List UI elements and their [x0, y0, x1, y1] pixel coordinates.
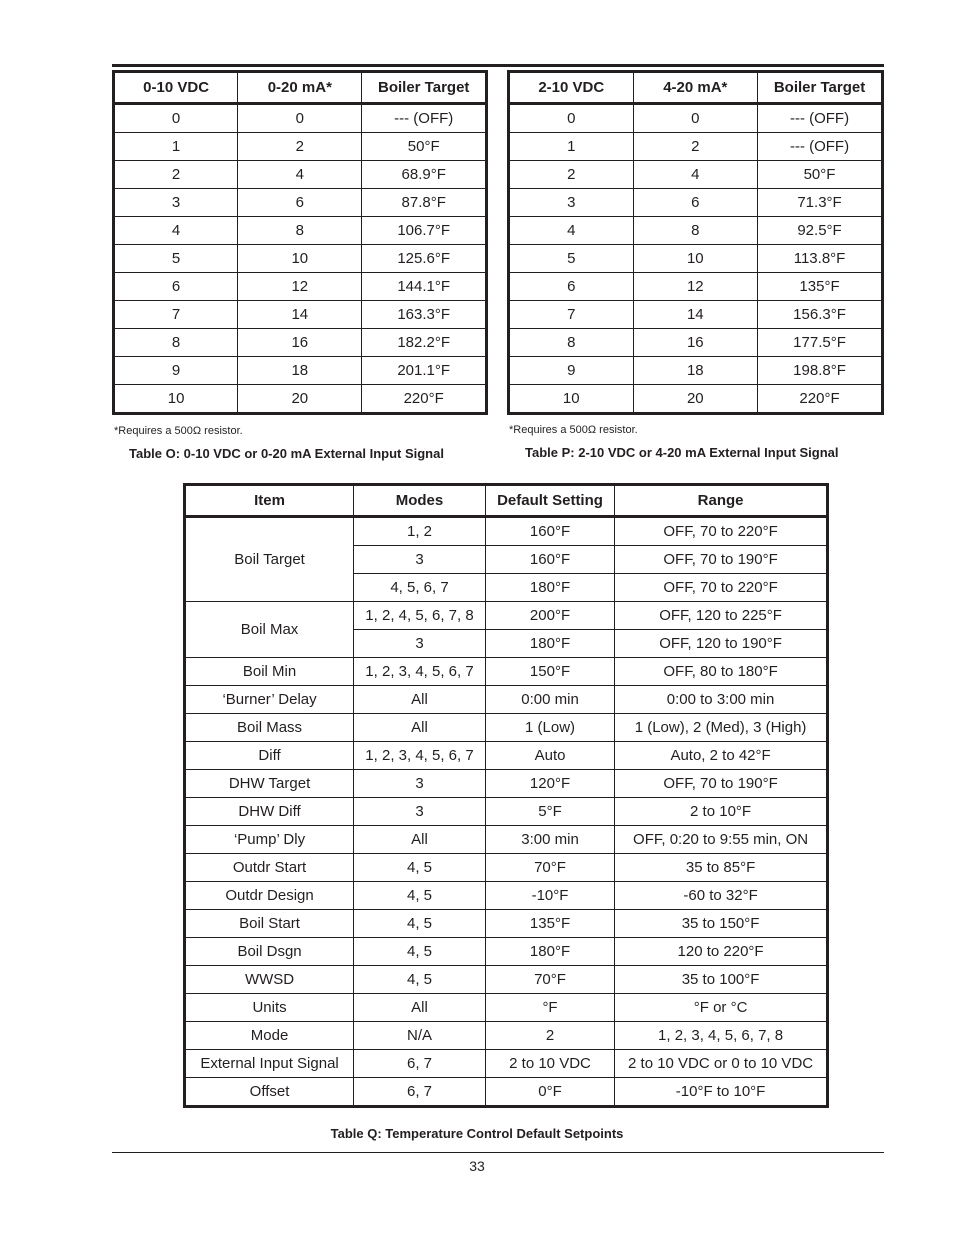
table-cell: 0°F [485, 1078, 614, 1107]
table-cell: °F or °C [615, 994, 828, 1022]
item-cell: ‘Pump’ Dly [185, 826, 354, 854]
table-row [114, 104, 487, 133]
table-row [185, 517, 828, 546]
table-header-row [509, 72, 883, 104]
table-cell: 201.1°F [362, 357, 487, 385]
item-cell: Boil Start [185, 910, 354, 938]
table-cell: 177.5°F [758, 329, 883, 357]
table-cell: 182.2°F [362, 329, 487, 357]
table-cell: 120°F [485, 770, 614, 798]
table-cell: 4 [509, 217, 634, 245]
table-cell: 70°F [485, 966, 614, 994]
item-cell: DHW Target [185, 770, 354, 798]
table-cell: 20 [238, 385, 362, 414]
table-cell: 87.8°F [362, 189, 487, 217]
table-row [114, 161, 487, 189]
table-cell: OFF, 70 to 220°F [615, 517, 828, 546]
column-header: 0-10 VDC [114, 72, 238, 104]
table-cell: 12 [238, 273, 362, 301]
table-cell: 50°F [362, 133, 487, 161]
table-cell: 71.3°F [758, 189, 883, 217]
table-cell: 7 [509, 301, 634, 329]
table-row [185, 1050, 828, 1078]
table-cell: 2 [114, 161, 238, 189]
table-cell: 125.6°F [362, 245, 487, 273]
bottom-rule [112, 1152, 884, 1153]
table-cell: 12 [633, 273, 758, 301]
item-cell: ‘Burner’ Delay [185, 686, 354, 714]
table-cell: 6 [633, 189, 758, 217]
table-cell: 6, 7 [354, 1050, 486, 1078]
table-q-caption: Table Q: Temperature Control Default Setpoints [330, 1126, 624, 1141]
table-row [509, 217, 883, 245]
table-cell: 35 to 100°F [615, 966, 828, 994]
table-cell: 135°F [758, 273, 883, 301]
table-header-row [114, 72, 487, 104]
table-row [185, 1078, 828, 1107]
table-cell: 92.5°F [758, 217, 883, 245]
top-rule [112, 64, 884, 67]
table-row [509, 273, 883, 301]
item-cell: Boil Min [185, 658, 354, 686]
table-cell: OFF, 0:20 to 9:55 min, ON [615, 826, 828, 854]
table-cell: -10°F to 10°F [615, 1078, 828, 1107]
table-cell: -60 to 32°F [615, 882, 828, 910]
column-header: 0-20 mA* [238, 72, 362, 104]
table-cell: 2 [633, 133, 758, 161]
table-o [112, 70, 488, 415]
table-cell: 5 [114, 245, 238, 273]
table-cell: 2 [238, 133, 362, 161]
table-cell: OFF, 70 to 220°F [615, 574, 828, 602]
table-cell: 1 [114, 133, 238, 161]
table-cell: 4, 5, 6, 7 [354, 574, 486, 602]
table-row [509, 301, 883, 329]
table-cell: 2 to 10 VDC or 0 to 10 VDC [615, 1050, 828, 1078]
table-cell: 6 [238, 189, 362, 217]
table-row [185, 602, 828, 630]
table-cell: 4, 5 [354, 910, 486, 938]
table-cell: 10 [509, 385, 634, 414]
table-row [509, 357, 883, 385]
table-cell: °F [485, 994, 614, 1022]
item-cell: Boil Max [185, 602, 354, 658]
table-row [509, 329, 883, 357]
table-cell: 7 [114, 301, 238, 329]
table-row [185, 994, 828, 1022]
table-p-caption: Table P: 2-10 VDC or 4-20 mA External Input Signal [525, 445, 839, 460]
table-row [114, 301, 487, 329]
column-header: Boiler Target [758, 72, 883, 104]
table-cell: 120 to 220°F [615, 938, 828, 966]
table-cell: 10 [238, 245, 362, 273]
page-number: 33 [469, 1158, 485, 1174]
table-cell: 3 [509, 189, 634, 217]
table-row [185, 882, 828, 910]
table-cell: 3:00 min [485, 826, 614, 854]
table-cell: 2 to 10 VDC [485, 1050, 614, 1078]
table-cell: 0:00 to 3:00 min [615, 686, 828, 714]
table-row [185, 658, 828, 686]
table-cell: 113.8°F [758, 245, 883, 273]
table-row [185, 798, 828, 826]
table-cell: 163.3°F [362, 301, 487, 329]
table-cell: 1 (Low) [485, 714, 614, 742]
table-cell: --- (OFF) [758, 133, 883, 161]
table-cell: 14 [238, 301, 362, 329]
table-cell: OFF, 80 to 180°F [615, 658, 828, 686]
table-cell: 14 [633, 301, 758, 329]
table-cell: 150°F [485, 658, 614, 686]
table-row [114, 245, 487, 273]
table-cell: 16 [633, 329, 758, 357]
table-row [185, 714, 828, 742]
table-row [185, 854, 828, 882]
table-cell: 5°F [485, 798, 614, 826]
table-cell: N/A [354, 1022, 486, 1050]
column-header: 2-10 VDC [509, 72, 634, 104]
table-cell: 1, 2, 4, 5, 6, 7, 8 [354, 602, 486, 630]
table-row [509, 104, 883, 133]
table-cell: 4, 5 [354, 854, 486, 882]
table-cell: 106.7°F [362, 217, 487, 245]
table-row [185, 910, 828, 938]
table-cell: 3 [354, 630, 486, 658]
table-cell: 180°F [485, 938, 614, 966]
item-cell: Boil Target [185, 517, 354, 602]
item-cell: WWSD [185, 966, 354, 994]
item-cell: Diff [185, 742, 354, 770]
table-cell: 2 [485, 1022, 614, 1050]
table-row [509, 161, 883, 189]
column-header: Modes [354, 485, 486, 517]
table-cell: --- (OFF) [362, 104, 487, 133]
table-cell: 35 to 85°F [615, 854, 828, 882]
table-cell: --- (OFF) [758, 104, 883, 133]
table-row [114, 385, 487, 414]
table-cell: 180°F [485, 574, 614, 602]
table-cell: -10°F [485, 882, 614, 910]
table-row [114, 329, 487, 357]
table-cell: 8 [509, 329, 634, 357]
column-header: Range [615, 485, 828, 517]
table-row [114, 133, 487, 161]
table-row [114, 357, 487, 385]
table-row [509, 133, 883, 161]
item-cell: Boil Dsgn [185, 938, 354, 966]
table-cell: 135°F [485, 910, 614, 938]
table-cell: 200°F [485, 602, 614, 630]
table-cell: 198.8°F [758, 357, 883, 385]
table-cell: 3 [354, 798, 486, 826]
item-cell: Boil Mass [185, 714, 354, 742]
table-cell: 3 [354, 770, 486, 798]
table-o-footnote: *Requires a 500Ω resistor. [114, 425, 243, 437]
item-cell: External Input Signal [185, 1050, 354, 1078]
table-cell: 4 [238, 161, 362, 189]
table-row [114, 189, 487, 217]
table-cell: 8 [238, 217, 362, 245]
table-p [507, 70, 884, 415]
table-cell: 4, 5 [354, 966, 486, 994]
table-cell: 9 [114, 357, 238, 385]
table-header-row [185, 485, 828, 517]
table-cell: 9 [509, 357, 634, 385]
item-cell: Outdr Start [185, 854, 354, 882]
table-cell: 2 to 10°F [615, 798, 828, 826]
table-row [185, 938, 828, 966]
column-header: Default Setting [485, 485, 614, 517]
table-row [185, 742, 828, 770]
column-header: Item [185, 485, 354, 517]
table-row [185, 686, 828, 714]
table-cell: 6, 7 [354, 1078, 486, 1107]
table-cell: 6 [509, 273, 634, 301]
table-cell: All [354, 826, 486, 854]
table-cell: 35 to 150°F [615, 910, 828, 938]
table-cell: 8 [114, 329, 238, 357]
table-cell: Auto [485, 742, 614, 770]
table-cell: All [354, 994, 486, 1022]
table-cell: 1, 2, 3, 4, 5, 6, 7 [354, 658, 486, 686]
table-cell: 8 [633, 217, 758, 245]
table-o-caption: Table O: 0-10 VDC or 0-20 mA External Input Signal [129, 446, 444, 461]
table-cell: 4 [633, 161, 758, 189]
table-cell: 16 [238, 329, 362, 357]
table-cell: 160°F [485, 546, 614, 574]
table-row [509, 245, 883, 273]
table-cell: 4, 5 [354, 882, 486, 910]
table-cell: OFF, 70 to 190°F [615, 770, 828, 798]
table-cell: 180°F [485, 630, 614, 658]
table-cell: Auto, 2 to 42°F [615, 742, 828, 770]
table-cell: 160°F [485, 517, 614, 546]
table-cell: 220°F [758, 385, 883, 414]
item-cell: Mode [185, 1022, 354, 1050]
table-cell: OFF, 120 to 225°F [615, 602, 828, 630]
table-cell: 5 [509, 245, 634, 273]
table-cell: 1, 2 [354, 517, 486, 546]
table-cell: 68.9°F [362, 161, 487, 189]
table-cell: 70°F [485, 854, 614, 882]
table-row [185, 966, 828, 994]
table-cell: All [354, 686, 486, 714]
table-row [185, 770, 828, 798]
table-cell: OFF, 70 to 190°F [615, 546, 828, 574]
table-cell: 18 [238, 357, 362, 385]
column-header: Boiler Target [362, 72, 487, 104]
table-cell: 4, 5 [354, 938, 486, 966]
table-cell: 0 [509, 104, 634, 133]
item-cell: Offset [185, 1078, 354, 1107]
table-cell: 3 [354, 546, 486, 574]
table-cell: 6 [114, 273, 238, 301]
table-row [185, 1022, 828, 1050]
table-cell: 1 [509, 133, 634, 161]
table-cell: 3 [114, 189, 238, 217]
table-p-footnote: *Requires a 500Ω resistor. [509, 424, 638, 436]
column-header: 4-20 mA* [633, 72, 758, 104]
table-cell: 0 [114, 104, 238, 133]
table-cell: 10 [114, 385, 238, 414]
table-cell: 0 [238, 104, 362, 133]
table-cell: 220°F [362, 385, 487, 414]
table-row [509, 385, 883, 414]
table-row [509, 189, 883, 217]
table-cell: 50°F [758, 161, 883, 189]
table-cell: 1, 2, 3, 4, 5, 6, 7 [354, 742, 486, 770]
table-cell: 0 [633, 104, 758, 133]
table-cell: OFF, 120 to 190°F [615, 630, 828, 658]
table-cell: 144.1°F [362, 273, 487, 301]
table-cell: 4 [114, 217, 238, 245]
item-cell: DHW Diff [185, 798, 354, 826]
table-cell: 156.3°F [758, 301, 883, 329]
table-row [114, 273, 487, 301]
table-cell: 20 [633, 385, 758, 414]
table-row [114, 217, 487, 245]
table-cell: 2 [509, 161, 634, 189]
table-cell: 0:00 min [485, 686, 614, 714]
item-cell: Units [185, 994, 354, 1022]
table-cell: 18 [633, 357, 758, 385]
table-cell: 1 (Low), 2 (Med), 3 (High) [615, 714, 828, 742]
table-cell: 10 [633, 245, 758, 273]
table-cell: 1, 2, 3, 4, 5, 6, 7, 8 [615, 1022, 828, 1050]
table-q [183, 483, 829, 1108]
table-cell: All [354, 714, 486, 742]
item-cell: Outdr Design [185, 882, 354, 910]
table-row [185, 826, 828, 854]
